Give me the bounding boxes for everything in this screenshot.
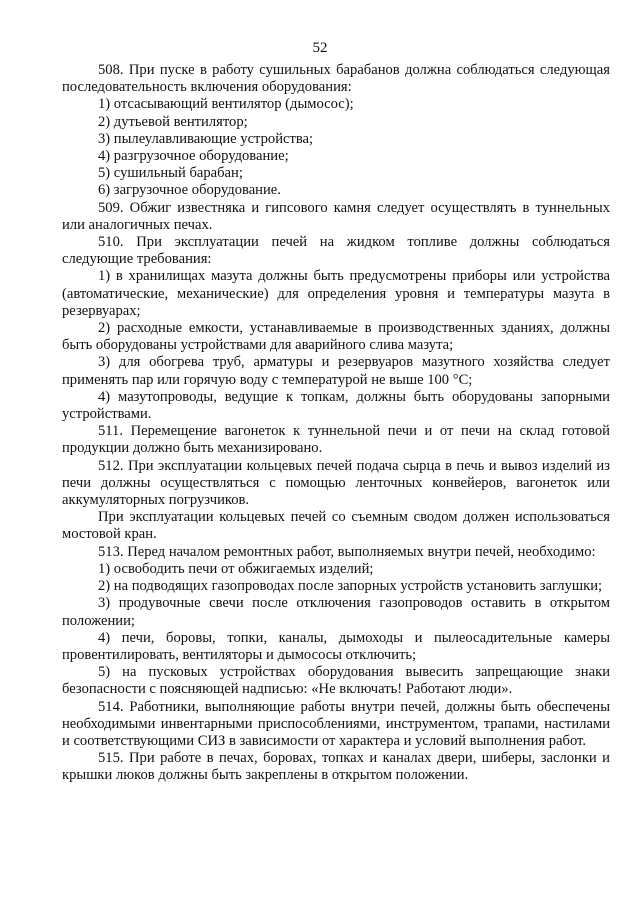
list-item: 1) в хранилищах мазута должны быть предусмотрены приборы или устройства (автоматические, механические) для определения уровня и температуры мазута в резервуарах; xyxy=(62,268,610,319)
list-item: 4) печи, боровы, топки, каналы, дымоходы и пылеосадительные камеры провентилировать, вентиляторы и дымососы отключить; xyxy=(62,629,610,663)
list-item: 2) дутьевой вентилятор; xyxy=(98,113,248,130)
paragraph-513: 513. Перед началом ремонтных работ, выполняемых внутри печей, необходимо: xyxy=(98,543,596,560)
list-item: 3) для обогрева труб, арматуры и резервуаров мазутного хозяйства следует применять пар или горячую воду с температурой не выше 100 °С; xyxy=(62,354,610,388)
paragraph-511: 511. Перемещение вагонеток к туннельной печи и от печи на склад готовой продукции должно быть механизировано. xyxy=(62,423,610,457)
list-item: 2) на подводящих газопроводах после запорных устройств установить заглушки; xyxy=(98,578,603,595)
list-item: 2) расходные емкости, устанавливаемые в производственных зданиях, должны быть оборудованы устройствами для аварийного слива мазута; xyxy=(62,320,610,354)
list-item: 5) сушильный барабан; xyxy=(98,165,243,182)
list-item: 3) продувочные свечи после отключения газопроводов оставить в открытом положении; xyxy=(62,595,610,629)
paragraph-509: 509. Обжиг известняка и гипсового камня следует осуществлять в туннельных или аналогичных печах. xyxy=(62,199,610,233)
paragraph-508: 508. При пуске в работу сушильных барабанов должна соблюдаться следующая последовательность включения оборудования: xyxy=(62,62,610,96)
paragraph-512-continued: При эксплуатации кольцевых печей со съемным сводом должен использоваться мостовой кран. xyxy=(62,509,610,543)
list-item: 1) освободить печи от обжигаемых изделий; xyxy=(98,560,374,577)
list-item: 4) мазутопроводы, ведущие к топкам, должны быть оборудованы запорными устройствами. xyxy=(62,388,610,423)
paragraph-514: 514. Работники, выполняющие работы внутри печей, должны быть обеспечены необходимыми инвентарными приспособлениями, инструментом, трапами, настилами и соответствующими СИЗ в зависимости от характера и условий выполнения работ. xyxy=(62,698,610,749)
paragraph-510: 510. При эксплуатации печей на жидком топливе должны соблюдаться следующие требования: xyxy=(62,234,610,268)
paragraph-512: 512. При эксплуатации кольцевых печей подача сырца в печь и вывоз изделий из печи должны осуществляться с помощью ленточных конвейеров, вагонеток или аккумуляторных погрузчиков. xyxy=(62,457,610,509)
list-item: 5) на пусковых устройствах оборудования вывесить запрещающие знаки безопасности с поясняющей надписью: «Не включать! Работают люди». xyxy=(62,664,610,698)
paragraph-515: 515. При работе в печах, боровах, топках и каналах двери, шиберы, заслонки и крышки люков должны быть закреплены в открытом положении. xyxy=(62,750,610,784)
list-item: 4) разгрузочное оборудование; xyxy=(98,148,289,165)
list-item: 6) загрузочное оборудование. xyxy=(98,182,281,199)
list-item: 1) отсасывающий вентилятор (дымосос); xyxy=(98,96,354,113)
document-body xyxy=(62,62,610,785)
page-number: 52 xyxy=(312,40,328,56)
list-item: 3) пылеулавливающие устройства; xyxy=(98,130,314,147)
